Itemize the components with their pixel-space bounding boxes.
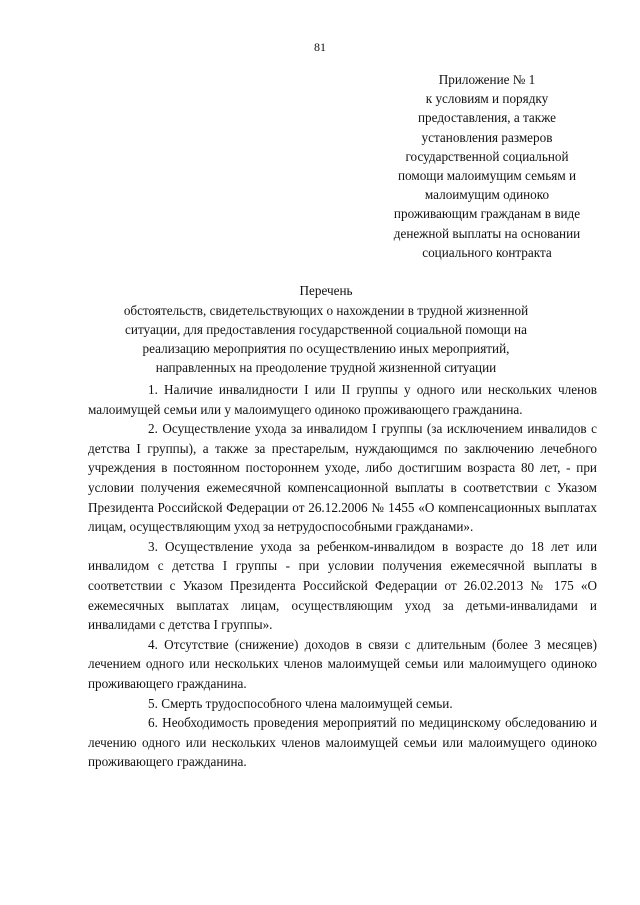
list-item: 5. Смерть трудоспособного члена малоимущей семьи.: [148, 695, 453, 711]
appendix-line: к условиям и порядку: [425, 91, 549, 107]
subtitle-line: реализацию мероприятия по осуществлению иных мероприятий,: [142, 341, 510, 356]
appendix-line: государственной социальной: [405, 148, 569, 164]
appendix-line: Приложение № 1: [438, 72, 536, 87]
appendix-line: установления размеров: [421, 129, 553, 145]
appendix-line: социального контракта: [422, 244, 552, 260]
subtitle-line: обстоятельств, свидетельствующих о нахождении в трудной жизненной: [123, 303, 529, 318]
appendix-line: помощи малоимущим семьям и: [397, 168, 577, 184]
page-number: 81: [314, 40, 326, 54]
appendix-line: денежной выплаты на основании: [393, 225, 581, 241]
list-item: 2. Осуществление ухода за инвалидом I группы (за исключением инвалидов с детства I группы), а также за престарелым, нуждающимся по заключению лечебного учреждения в постоянном постороннем уходе, либо достигшим возраста 80 лет, - при условии получения ежемесячной компенсационной выплаты в соответствии с Указом Президента Российской Федерации от 26.12.2006 № 1455 «О компенсационных выплатах лицам, осуществляющим уход за нетрудоспособными гражданами».: [88, 421, 597, 535]
appendix-header: [368, 70, 606, 262]
list-body: [88, 380, 597, 772]
subtitle-line: направленных на преодоление трудной жизненной ситуации: [155, 360, 497, 375]
list-heading: [100, 281, 552, 377]
list-title: Перечень: [299, 283, 353, 298]
appendix-line: проживающим гражданам в виде: [393, 206, 581, 222]
appendix-line: малоимущим одиноко: [424, 187, 550, 203]
list-item: 4. Отсутствие (снижение) доходов в связи с длительным (более 3 месяцев) лечением одного или нескольких членов малоимущей семьи или малоимущего одиноко проживающего гражданина.: [88, 636, 597, 691]
list-item: 1. Наличие инвалидности I или II группы у одного или нескольких членов малоимущей семьи или у малоимущего одиноко проживающего гражданина.: [88, 382, 597, 417]
subtitle-line: ситуации, для предоставления государственной социальной помощи на: [125, 322, 527, 337]
list-item: 6. Необходимость проведения мероприятий по медицинскому обследованию и лечению одного или нескольких членов малоимущей семьи или малоимущего одиноко проживающего гражданина.: [88, 715, 597, 770]
list-item: 3. Осуществление ухода за ребенком-инвалидом в возрасте до 18 лет или инвалидом с детства I группы - при условии получения ежемесячной выплаты в соответствии с Указом Президента Российской Федерации от 26.02.2013 № 175 «О ежемесячных выплатах лицам, осуществляющим уход за детьми-инвалидами и инвалидами с детства I группы».: [88, 538, 597, 633]
list-subtitle: [100, 301, 552, 377]
appendix-line: предоставления, а также: [418, 110, 556, 126]
